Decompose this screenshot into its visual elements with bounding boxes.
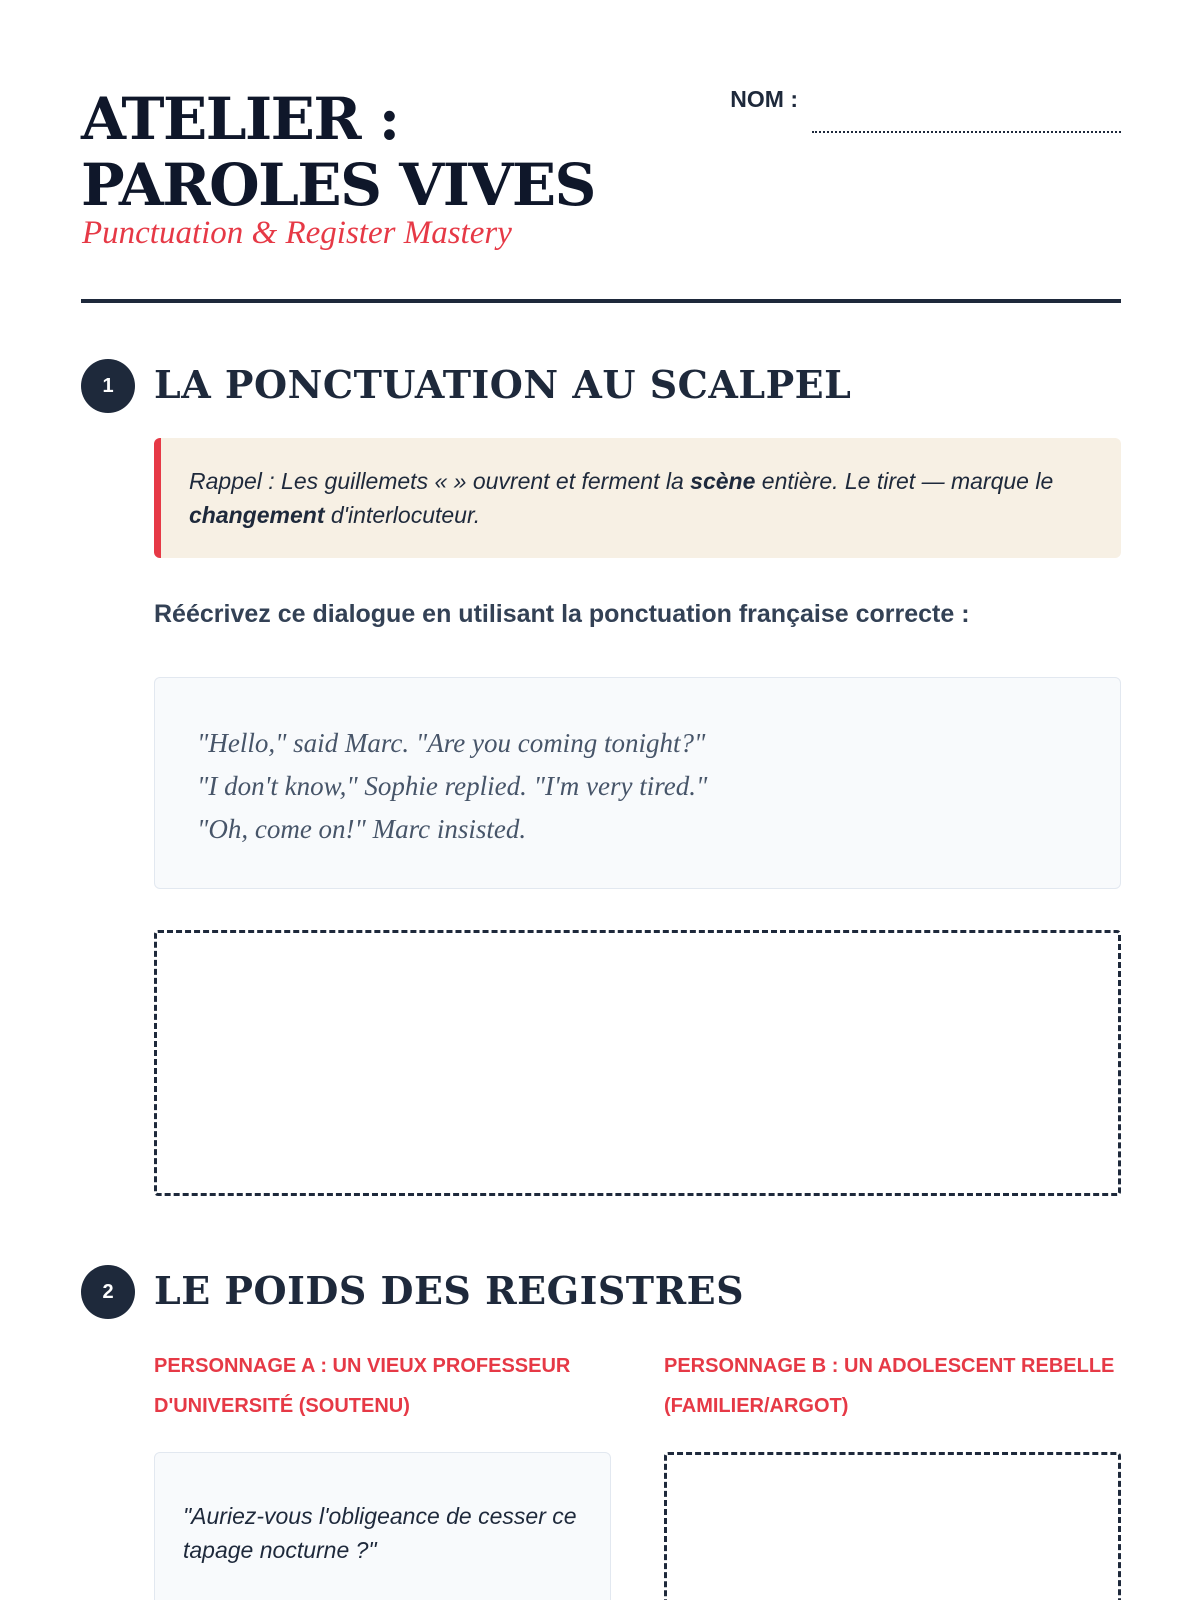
character-a-quote-box: "Auriez-vous l'obligeance de cesser ce tapage nocturne ?"	[154, 1452, 611, 1600]
name-input-line[interactable]	[812, 131, 1121, 133]
reminder-text-2: entière. Le tiret — marque le	[755, 468, 1054, 494]
reminder-bold-changement: changement	[189, 502, 325, 528]
section-1-number-badge: 1	[81, 359, 135, 413]
dialogue-source-box	[154, 677, 1121, 889]
reminder-bold-scene: scène	[690, 468, 756, 494]
dialogue-line: "I don't know," Sophie replied. "I'm very tired."	[197, 771, 708, 801]
character-b-answer-area[interactable]	[664, 1452, 1121, 1600]
reminder-text-1: Rappel : Les guillemets « » ouvrent et ferment la	[189, 468, 691, 494]
dialogue-answer-area[interactable]	[154, 930, 1121, 1196]
section-2-title: LE POIDS DES REGISTRES	[154, 1268, 745, 1313]
character-b-label: PERSONNAGE B : UN ADOLESCENT REBELLE (FAMILIER/ARGOT)	[664, 1355, 1115, 1417]
page-subtitle: Punctuation & Register Mastery	[82, 215, 512, 251]
section-2-number-badge: 2	[81, 1265, 135, 1319]
name-label: NOM :	[730, 86, 798, 112]
dialogue-line: "Hello," said Marc. "Are you coming tonight?"	[197, 728, 706, 758]
dialogue-line: "Oh, come on!" Marc insisted.	[197, 814, 527, 844]
header-divider	[81, 299, 1121, 303]
section-1-title: LA PONCTUATION AU SCALPEL	[154, 362, 852, 407]
character-a-label: PERSONNAGE A : UN VIEUX PROFESSEUR D'UNIVERSITÉ (SOUTENU)	[154, 1355, 571, 1417]
page-title: ATELIER : PAROLES VIVES	[81, 85, 595, 219]
punctuation-reminder-callout	[154, 438, 1121, 558]
reminder-text-3: d'interlocuteur.	[324, 502, 481, 528]
section-1-instruction: Réécrivez ce dialogue en utilisant la ponctuation française correcte :	[154, 600, 970, 628]
